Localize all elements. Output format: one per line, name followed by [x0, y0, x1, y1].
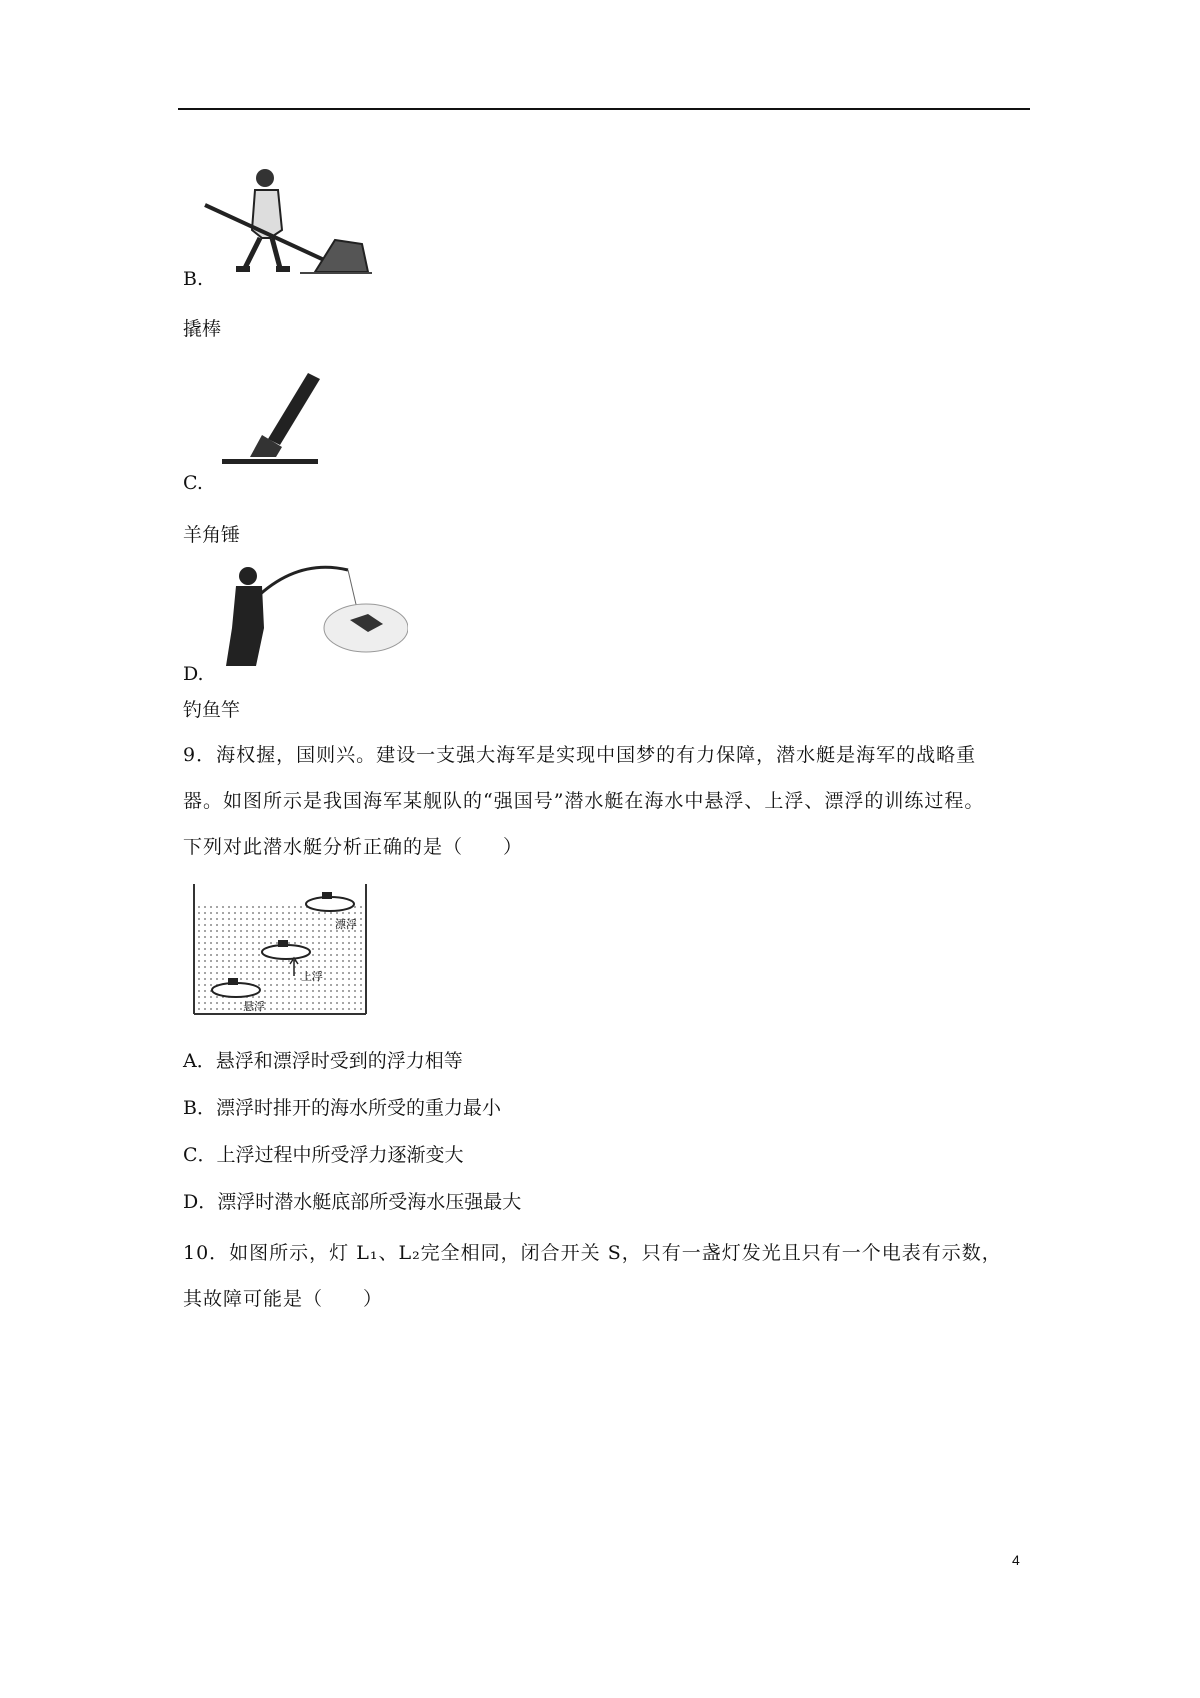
option-d-caption: 钓鱼竿	[183, 699, 241, 721]
option-b-letter: B.	[183, 268, 204, 290]
crowbar-illustration	[200, 160, 380, 285]
label-float: 漂浮	[335, 918, 357, 931]
q10-line-1: 10．如图所示，灯 L₁、L₂完全相同，闭合开关 S，只有一盏灯发光且只有一个电表有示数，	[183, 1242, 1002, 1264]
q9-line-1: 9．海权握，国则兴。建设一支强大海军是实现中国梦的有力保障，潜水艇是海军的战略重	[183, 744, 977, 766]
header-rule	[178, 108, 1030, 110]
option-c-letter: C.	[183, 472, 203, 494]
claw-hammer-illustration	[220, 365, 330, 475]
q9-option-d: D．漂浮时潜水艇底部所受海水压强最大	[183, 1191, 522, 1213]
q9-line-3: 下列对此潜水艇分析正确的是（ ）	[183, 836, 524, 858]
q9-line-2: 器。如图所示是我国海军某舰队的“强国号”潜水艇在海水中悬浮、上浮、漂浮的训练过程。	[183, 790, 985, 812]
label-suspend: 悬浮	[243, 1000, 265, 1013]
q10-line-2: 其故障可能是（ ）	[183, 1288, 384, 1310]
option-c-caption: 羊角锤	[183, 524, 241, 546]
q9-stem	[183, 732, 1043, 870]
submarine-figure	[190, 880, 370, 1020]
q9-option-b: B．漂浮时排开的海水所受的重力最小	[183, 1097, 501, 1119]
q9-option-a: A．悬浮和漂浮时受到的浮力相等	[183, 1050, 463, 1072]
page-number: 4	[1012, 1552, 1020, 1568]
q10-stem	[183, 1230, 1043, 1322]
option-d-letter: D.	[183, 663, 204, 685]
option-b-caption: 撬棒	[183, 318, 222, 340]
q9-option-c: C．上浮过程中所受浮力逐渐变大	[183, 1144, 464, 1166]
label-rise: 上浮	[301, 970, 323, 983]
fishing-rod-illustration	[218, 558, 408, 673]
submarine-floating	[306, 892, 354, 911]
